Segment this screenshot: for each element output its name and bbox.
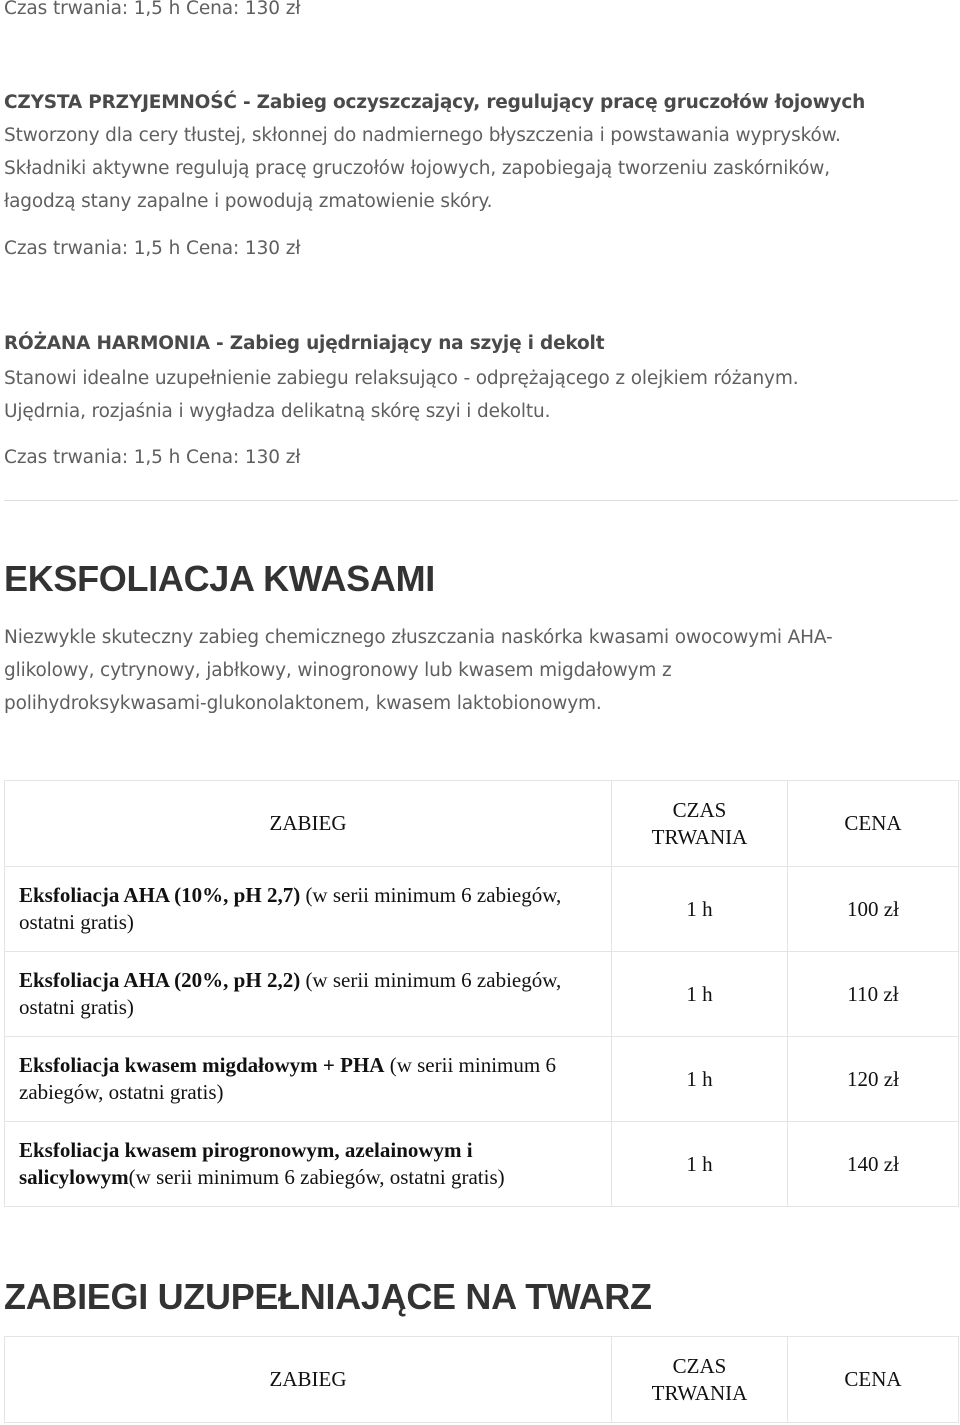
table-row xyxy=(5,952,959,1037)
service-description-czysta-przyjemnosc xyxy=(4,119,841,218)
price-table-eksfoliacja xyxy=(4,780,959,1207)
top-duration-price: Czas trwania: 1,5 h Cena: 130 zł xyxy=(4,0,301,19)
row-price: 140 zł xyxy=(788,1122,959,1207)
row-name-bold: Eksfoliacja AHA (20%, pH 2,2) xyxy=(19,968,301,992)
section-heading-eksfoliacja: EKSFOLIACJA KWASAMI xyxy=(4,558,435,599)
header-zabieg: ZABIEG xyxy=(5,1337,612,1423)
header-zabieg: ZABIEG xyxy=(5,781,612,867)
service-title-czysta-przyjemnosc: CZYSTA PRZYJEMNOŚĆ - Zabieg oczyszczający, regulujący pracę gruczołów łojowych xyxy=(4,92,866,113)
description-line: Stworzony dla cery tłustej, skłonnej do nadmiernego błyszczenia i powstawania wyprysków. xyxy=(4,125,841,146)
description-line: Stanowi idealne uzupełnienie zabiegu relaksująco - odprężającego z olejkiem różanym. xyxy=(4,368,799,389)
table-row xyxy=(5,1037,959,1122)
row-price: 110 zł xyxy=(788,952,959,1037)
description-line: łagodzą stany zapalne i powodują zmatowienie skóry. xyxy=(4,191,493,212)
row-name xyxy=(5,1037,612,1122)
row-name xyxy=(5,952,612,1037)
description-line: polihydroksykwasami-glukonolaktonem, kwasem laktobionowym. xyxy=(4,693,602,714)
row-price: 100 zł xyxy=(788,867,959,952)
header-czas: CZAS xyxy=(672,1353,727,1378)
header-czas: CZAS xyxy=(672,797,727,822)
header-trwania: TRWANIA xyxy=(651,824,748,849)
row-name-bold: Eksfoliacja kwasem migdałowym + PHA xyxy=(19,1053,385,1077)
description-line: Niezwykle skuteczny zabieg chemicznego złuszczania naskórka kwasami owocowymi AHA- xyxy=(4,627,833,648)
description-line: Składniki aktywne regulują pracę gruczołów łojowych, zapobiegają tworzeniu zaskórników, xyxy=(4,158,831,179)
row-name xyxy=(5,1122,612,1207)
row-price: 120 zł xyxy=(788,1037,959,1122)
service-title-rozana-harmonia: RÓŻANA HARMONIA - Zabieg ujędrniający na szyję i dekolt xyxy=(4,333,605,354)
section-divider xyxy=(4,500,958,501)
service-duration-price: Czas trwania: 1,5 h Cena: 130 zł xyxy=(4,238,301,259)
row-name-bold: Eksfoliacja kwasem pirogronowym, azelainowym i salicylowym xyxy=(19,1138,473,1189)
row-name-rest: (w serii minimum 6 zabiegów, ostatni gratis) xyxy=(19,968,562,1019)
header-czas-trwania xyxy=(612,1337,788,1423)
row-name-rest: (w serii minimum 6 zabiegów, ostatni gratis) xyxy=(19,883,562,934)
table-header-row xyxy=(5,781,959,867)
description-line: glikolowy, cytrynowy, jabłkowy, winogronowy lub kwasem migdałowym z xyxy=(4,660,672,681)
price-table-uzupelniajace xyxy=(4,1336,959,1423)
section-description-eksfoliacja xyxy=(4,621,833,720)
header-czas-trwania xyxy=(612,781,788,867)
row-duration: 1 h xyxy=(612,952,788,1037)
row-name-rest: (w serii minimum 6 zabiegów, ostatni gratis) xyxy=(19,1053,556,1104)
row-name-rest: (w serii minimum 6 zabiegów, ostatni gratis) xyxy=(128,1165,505,1189)
section-heading-zabiegi-uzupelniajace: ZABIEGI UZUPEŁNIAJĄCE NA TWARZ xyxy=(4,1276,652,1317)
service-description-rozana-harmonia xyxy=(4,362,798,428)
row-name xyxy=(5,867,612,952)
row-duration: 1 h xyxy=(612,867,788,952)
row-name-bold: Eksfoliacja AHA (10%, pH 2,7) xyxy=(19,883,301,907)
table-row xyxy=(5,1122,959,1207)
header-cena: CENA xyxy=(788,1337,959,1423)
row-duration: 1 h xyxy=(612,1037,788,1122)
header-cena: CENA xyxy=(788,781,959,867)
table-header-row xyxy=(5,1337,959,1423)
service-duration-price: Czas trwania: 1,5 h Cena: 130 zł xyxy=(4,447,301,468)
header-trwania: TRWANIA xyxy=(651,1380,748,1405)
table-row xyxy=(5,867,959,952)
row-duration: 1 h xyxy=(612,1122,788,1207)
description-line: Ujędrnia, rozjaśnia i wygładza delikatną skórę szyi i dekoltu. xyxy=(4,401,551,422)
